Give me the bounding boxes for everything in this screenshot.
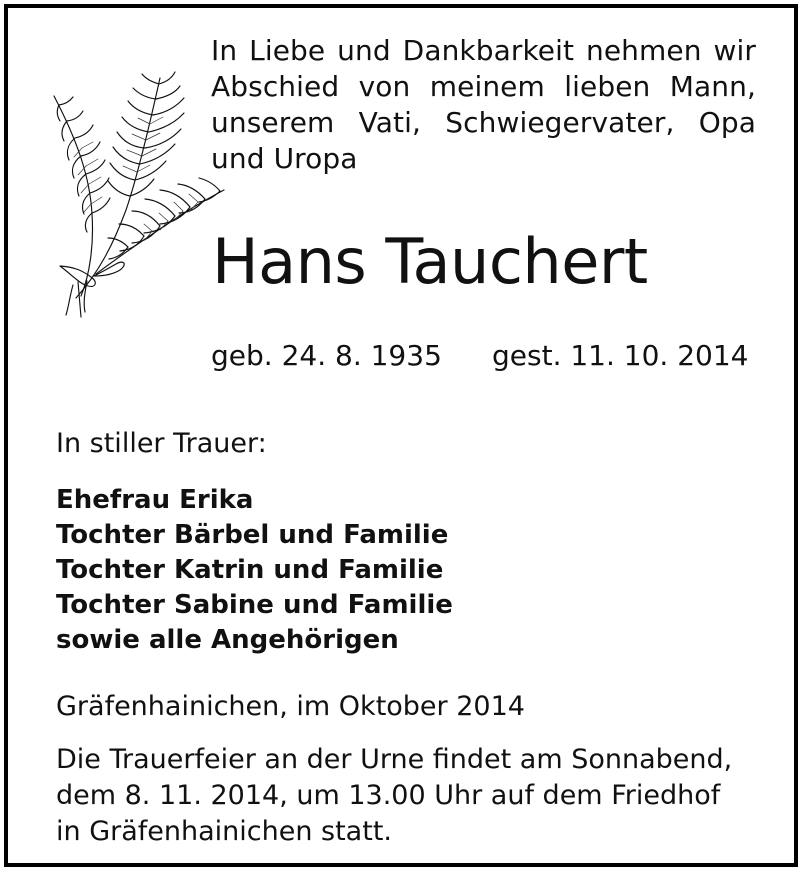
mourner-item: Tochter Sabine und Familie [56,590,453,620]
deceased-name: Hans Tauchert [212,225,648,298]
mourner-item: sowie alle Angehörigen [56,625,399,655]
mourner-item: Tochter Bärbel und Familie [56,520,449,550]
mourners-list [56,483,453,658]
opening-line: und Uropa [211,142,358,175]
birth-date: geb. 24. 8. 1935 [211,339,442,372]
opening-message [211,33,756,177]
funeral-line: dem 8. 11. 2014, um 13.00 Uhr auf dem Friedhof [56,780,721,811]
fern-icon [36,60,231,322]
place-date: Gräfenhainichen, im Oktober 2014 [56,691,525,722]
funeral-line: in Gräfenhainichen statt. [56,816,392,847]
mourning-label: In stiller Trauer: [56,428,267,459]
opening-line: In Liebe und Dankbarkeit nehmen wir [211,34,756,67]
funeral-information [56,742,761,850]
mourner-item: Ehefrau Erika [56,485,254,515]
funeral-line: Die Trauerfeier an der Urne findet am Sonnabend, [56,744,733,775]
mourner-item: Tochter Katrin und Familie [56,555,444,585]
death-date: gest. 11. 10. 2014 [492,339,749,372]
opening-line: unserem Vati, Schwiegervater, Opa [211,106,756,139]
opening-line: Abschied von meinem lieben Mann, [211,70,756,103]
obituary-notice [4,4,798,867]
